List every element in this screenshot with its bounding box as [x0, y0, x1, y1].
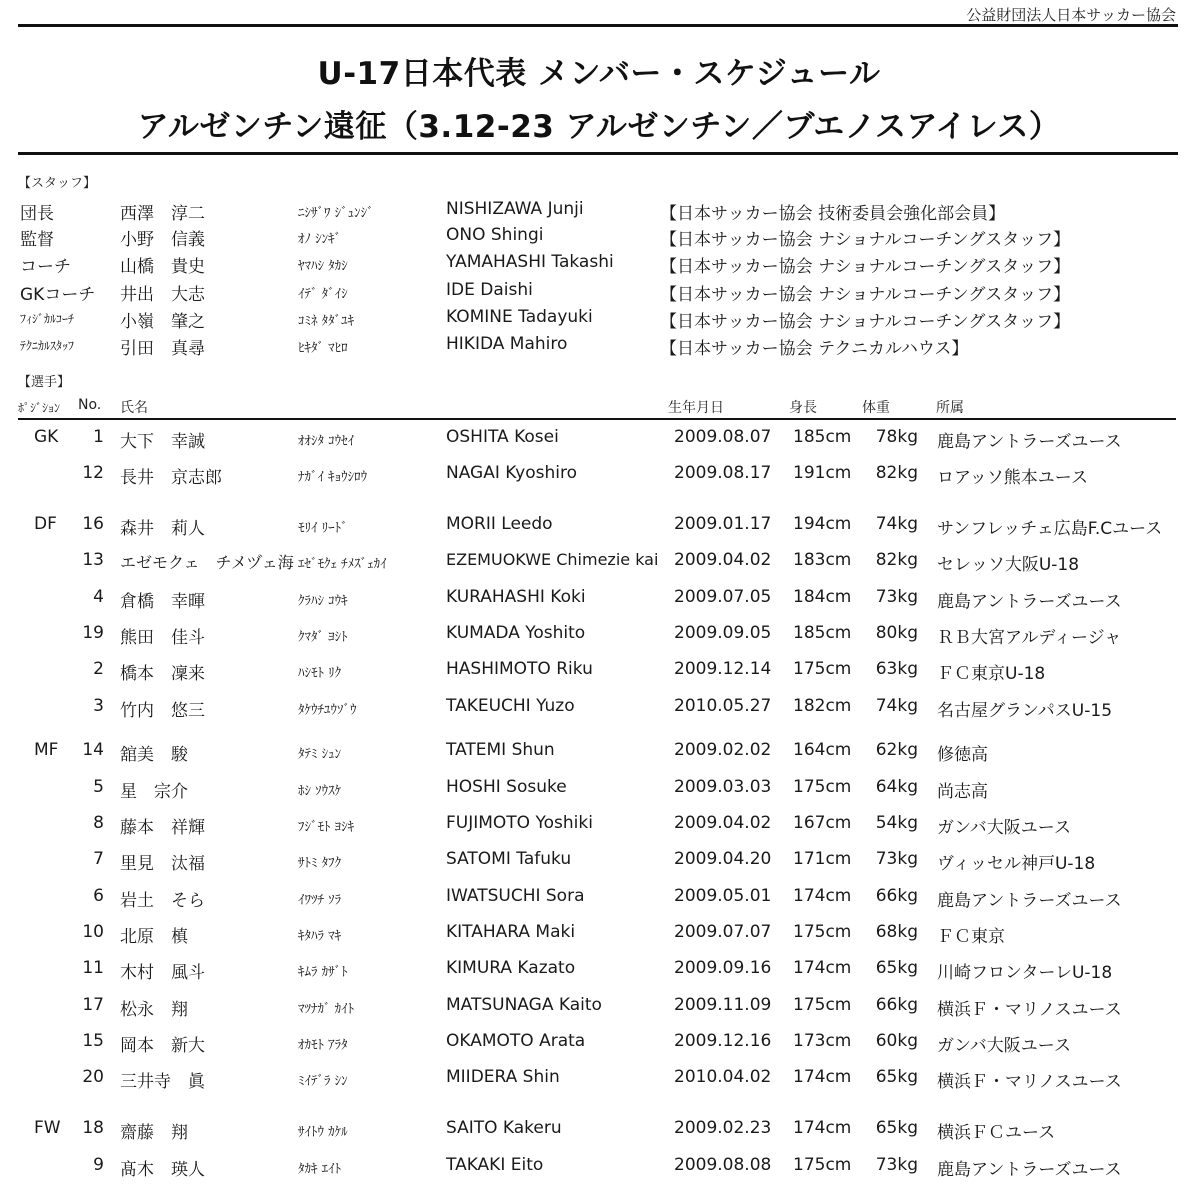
player-number: 15: [82, 1031, 104, 1051]
player-romaji: SAITO Kakeru: [446, 1118, 562, 1138]
player-romaji: HASHIMOTO Riku: [446, 659, 593, 679]
staff-row: [0, 334, 1198, 360]
staff-affiliation: 【日本サッカー協会 ナショナルコーチングスタッフ】: [660, 230, 1071, 250]
staff-romaji: IDE Daishi: [446, 280, 533, 300]
player-romaji: OSHITA Kosei: [446, 427, 559, 447]
player-dob: 2009.02.23: [674, 1118, 772, 1138]
player-dob: 2009.07.07: [674, 922, 772, 942]
player-romaji: MORII Leedo: [446, 514, 553, 534]
player-dob: 2010.05.27: [674, 696, 772, 716]
player-club: 川崎フロンターレU-18: [937, 963, 1113, 983]
player-club: 鹿島アントラーズユース: [937, 891, 1122, 911]
player-romaji: KIMURA Kazato: [446, 958, 576, 978]
player-number: 11: [82, 958, 104, 978]
column-header-number: No.: [78, 397, 102, 413]
column-header-name: 氏名: [120, 400, 148, 416]
player-club: ガンバ大阪ユース: [937, 818, 1071, 838]
player-club: ガンバ大阪ユース: [937, 1036, 1071, 1056]
player-kana: ｻﾄﾐ ﾀﾌｸ: [298, 856, 342, 871]
player-height: 194cm: [793, 514, 852, 534]
player-weight: 82kg: [875, 463, 918, 483]
column-header-dob: 生年月日: [668, 400, 724, 416]
player-number: 5: [93, 777, 104, 797]
player-height: 175cm: [793, 922, 852, 942]
player-dob: 2009.12.16: [674, 1031, 772, 1051]
player-club: 尚志高: [937, 782, 988, 802]
staff-name: 井出 大志: [120, 285, 205, 305]
player-romaji: KURAHASHI Koki: [446, 587, 586, 607]
player-name: 齋藤 翔: [120, 1123, 188, 1143]
player-club: 修徳高: [937, 745, 988, 765]
player-dob: 2009.08.17: [674, 463, 772, 483]
player-weight: 73kg: [875, 849, 918, 869]
staff-row: [0, 252, 1198, 278]
player-dob: 2009.07.05: [674, 587, 772, 607]
player-weight: 74kg: [875, 514, 918, 534]
player-club: ロアッソ熊本ユース: [937, 468, 1088, 488]
staff-romaji: HIKIDA Mahiro: [446, 334, 568, 354]
player-club: 横浜Ｆ・マリノスユース: [937, 1072, 1122, 1092]
player-name: エゼモクェ チメヅェ海: [120, 553, 294, 572]
table-row: [0, 587, 1198, 615]
staff-row: [0, 225, 1198, 251]
player-number: 7: [93, 849, 104, 869]
staff-kana: ｲﾃﾞ ﾀﾞｲｼ: [298, 287, 348, 302]
player-kana: ﾀｹｳﾁﾕｳｿﾞｳ: [298, 703, 357, 718]
top-rule: [18, 24, 1178, 27]
player-romaji: IWATSUCHI Sora: [446, 886, 585, 906]
staff-kana: ｺﾐﾈ ﾀﾀﾞﾕｷ: [298, 314, 355, 329]
table-row: [0, 514, 1198, 542]
player-height: 191cm: [793, 463, 852, 483]
column-header-rule: [18, 418, 1176, 420]
staff-name: 山橋 貴史: [120, 257, 205, 277]
player-name: 髙木 瑛人: [120, 1160, 205, 1180]
player-name: 星 宗介: [120, 782, 188, 802]
staff-romaji: KOMINE Tadayuki: [446, 307, 593, 327]
player-number: 4: [93, 587, 104, 607]
player-weight: 73kg: [875, 1155, 918, 1175]
table-row: [0, 849, 1198, 877]
player-romaji: TAKAKI Eito: [446, 1155, 544, 1175]
table-row: [0, 1067, 1198, 1095]
player-height: 173cm: [793, 1031, 852, 1051]
player-position: DF: [34, 514, 57, 534]
staff-affiliation: 【日本サッカー協会 技術委員会強化部会員】: [660, 204, 1006, 224]
player-kana: ｻｲﾄｳ ｶｹﾙ: [298, 1125, 348, 1140]
player-name: 倉橋 幸暉: [120, 592, 205, 612]
player-name: 木村 風斗: [120, 963, 205, 983]
player-height: 174cm: [793, 1118, 852, 1138]
table-row: [0, 623, 1198, 651]
player-position: MF: [34, 740, 59, 760]
player-romaji: FUJIMOTO Yoshiki: [446, 813, 593, 833]
staff-kana: ｵﾉ ｼﾝｷﾞ: [298, 232, 342, 247]
staff-row: [0, 280, 1198, 306]
player-kana: ﾀｶｷ ｴｲﾄ: [298, 1162, 342, 1177]
player-dob: 2009.12.14: [674, 659, 772, 679]
player-dob: 2009.04.02: [674, 813, 772, 833]
player-kana: ｵｵｼﾀ ｺｳｾｲ: [298, 434, 355, 449]
table-row: [0, 777, 1198, 805]
player-number: 16: [82, 514, 104, 534]
player-name: 橋本 凜来: [120, 664, 205, 684]
player-weight: 65kg: [875, 1067, 918, 1087]
player-romaji: TAKEUCHI Yuzo: [446, 696, 575, 716]
player-dob: 2009.09.16: [674, 958, 772, 978]
staff-name: 小嶺 肇之: [120, 312, 205, 332]
player-dob: 2009.01.17: [674, 514, 772, 534]
column-header-weight: 体重: [862, 400, 890, 416]
player-height: 175cm: [793, 1155, 852, 1175]
player-weight: 68kg: [875, 922, 918, 942]
player-dob: 2009.11.09: [674, 995, 772, 1015]
player-height: 167cm: [793, 813, 852, 833]
player-number: 10: [82, 922, 104, 942]
table-row: [0, 1155, 1198, 1183]
player-weight: 62kg: [875, 740, 918, 760]
player-height: 174cm: [793, 958, 852, 978]
player-height: 175cm: [793, 777, 852, 797]
page-title-line2: アルゼンチン遠征（3.12-23 アルゼンチン／ブエノスアイレス）: [137, 109, 1061, 145]
player-position: GK: [34, 427, 59, 447]
player-height: 175cm: [793, 995, 852, 1015]
player-romaji: EZEMUOKWE Chimezie kai: [446, 550, 659, 569]
player-kana: ﾎｼ ｿｳｽｹ: [298, 784, 342, 799]
player-name: 舘美 駿: [120, 745, 188, 765]
player-weight: 60kg: [875, 1031, 918, 1051]
column-header-position: ﾎﾟｼﾞｼｮﾝ: [18, 401, 61, 415]
player-romaji: MIIDERA Shin: [446, 1067, 560, 1087]
player-club: ＲＢ大宮アルディージャ: [937, 628, 1122, 648]
player-dob: 2009.03.03: [674, 777, 772, 797]
staff-name: 小野 信義: [120, 230, 205, 250]
staff-name: 西澤 淳二: [120, 204, 205, 224]
table-row: [0, 550, 1198, 578]
player-weight: 66kg: [875, 995, 918, 1015]
staff-role: 監督: [20, 230, 54, 250]
player-height: 183cm: [793, 550, 852, 570]
staff-role: ﾃｸﾆｶﾙｽﾀｯﾌ: [20, 339, 75, 353]
player-number: 12: [82, 463, 104, 483]
player-club: 横浜ＦＣユース: [937, 1123, 1056, 1143]
player-name: 森井 莉人: [120, 519, 205, 539]
player-kana: ｷﾀﾊﾗ ﾏｷ: [298, 929, 342, 944]
player-club: ヴィッセル神戸U-18: [937, 854, 1096, 874]
player-kana: ｴｾﾞﾓｸｪ ﾁﾒｽﾞｪｶｲ: [298, 557, 387, 572]
player-kana: ﾊｼﾓﾄ ﾘｸ: [298, 666, 342, 681]
player-romaji: MATSUNAGA Kaito: [446, 995, 602, 1015]
player-name: 竹内 悠三: [120, 701, 205, 721]
player-height: 185cm: [793, 427, 852, 447]
player-number: 3: [93, 696, 104, 716]
staff-affiliation: 【日本サッカー協会 ナショナルコーチングスタッフ】: [660, 285, 1071, 305]
table-row: [0, 463, 1198, 491]
player-club: セレッソ大阪U-18: [937, 555, 1080, 575]
player-name: 三井寺 眞: [120, 1072, 205, 1092]
player-weight: 65kg: [875, 958, 918, 978]
staff-role: GKコーチ: [20, 285, 96, 305]
player-name: 岩土 そら: [120, 891, 205, 911]
player-romaji: OKAMOTO Arata: [446, 1031, 586, 1051]
player-name: 藤本 祥輝: [120, 818, 205, 838]
staff-name: 引田 真尋: [120, 339, 205, 359]
title-rule: [18, 152, 1178, 155]
player-weight: 63kg: [875, 659, 918, 679]
staff-romaji: YAMAHASHI Takashi: [446, 252, 614, 272]
staff-affiliation: 【日本サッカー協会 ナショナルコーチングスタッフ】: [660, 312, 1071, 332]
player-dob: 2009.08.08: [674, 1155, 772, 1175]
organization-name: 公益財団法人日本サッカー協会: [966, 6, 1176, 24]
player-name: 熊田 佳斗: [120, 628, 205, 648]
player-kana: ﾌｼﾞﾓﾄ ﾖｼｷ: [298, 820, 355, 835]
staff-kana: ﾋｷﾀﾞ ﾏﾋﾛ: [298, 341, 348, 356]
player-number: 19: [82, 623, 104, 643]
player-height: 171cm: [793, 849, 852, 869]
table-row: [0, 886, 1198, 914]
staff-affiliation: 【日本サッカー協会 テクニカルハウス】: [660, 339, 969, 359]
staff-affiliation: 【日本サッカー協会 ナショナルコーチングスタッフ】: [660, 257, 1071, 277]
player-height: 175cm: [793, 659, 852, 679]
staff-row: [0, 199, 1198, 225]
player-kana: ﾏﾂﾅｶﾞ ｶｲﾄ: [298, 1002, 355, 1017]
staff-role: 団長: [20, 204, 54, 224]
player-kana: ﾓﾘｲ ﾘｰﾄﾞ: [298, 521, 348, 536]
player-club: 鹿島アントラーズユース: [937, 432, 1122, 452]
player-number: 20: [82, 1067, 104, 1087]
player-number: 1: [93, 427, 104, 447]
table-row: [0, 696, 1198, 724]
player-dob: 2009.09.05: [674, 623, 772, 643]
staff-romaji: NISHIZAWA Junji: [446, 199, 584, 219]
player-number: 6: [93, 886, 104, 906]
player-name: 岡本 新大: [120, 1036, 205, 1056]
player-kana: ｵｶﾓﾄ ｱﾗﾀ: [298, 1038, 348, 1053]
staff-romaji: ONO Shingi: [446, 225, 544, 245]
player-weight: 74kg: [875, 696, 918, 716]
player-name: 松永 翔: [120, 1000, 188, 1020]
player-weight: 54kg: [875, 813, 918, 833]
player-romaji: TATEMI Shun: [446, 740, 555, 760]
player-height: 184cm: [793, 587, 852, 607]
column-header-club: 所属: [936, 400, 964, 416]
player-romaji: SATOMI Tafuku: [446, 849, 572, 869]
player-dob: 2010.04.02: [674, 1067, 772, 1087]
player-height: 185cm: [793, 623, 852, 643]
table-row: [0, 958, 1198, 986]
player-height: 174cm: [793, 1067, 852, 1087]
player-weight: 65kg: [875, 1118, 918, 1138]
player-name: 長井 京志郎: [120, 468, 222, 488]
player-kana: ﾐｲﾃﾞﾗ ｼﾝ: [298, 1074, 348, 1089]
player-kana: ﾀﾃﾐ ｼｭﾝ: [298, 747, 342, 762]
player-weight: 78kg: [875, 427, 918, 447]
player-kana: ｲﾜﾂﾁ ｿﾗ: [298, 893, 342, 908]
player-romaji: KUMADA Yoshito: [446, 623, 586, 643]
player-weight: 64kg: [875, 777, 918, 797]
player-number: 14: [82, 740, 104, 760]
player-height: 164cm: [793, 740, 852, 760]
player-romaji: NAGAI Kyoshiro: [446, 463, 578, 483]
player-dob: 2009.02.02: [674, 740, 772, 760]
table-row: [0, 995, 1198, 1023]
staff-section-label: 【スタッフ】: [18, 176, 97, 191]
table-row: [0, 1118, 1198, 1146]
staff-role: ﾌｨｼﾞｶﾙｺｰﾁ: [20, 312, 75, 326]
player-number: 17: [82, 995, 104, 1015]
player-weight: 82kg: [875, 550, 918, 570]
player-dob: 2009.04.20: [674, 849, 772, 869]
player-weight: 73kg: [875, 587, 918, 607]
player-club: ＦＣ東京U-18: [937, 664, 1046, 684]
table-row: [0, 427, 1198, 455]
player-weight: 80kg: [875, 623, 918, 643]
player-number: 18: [82, 1118, 104, 1138]
player-name: 北原 槙: [120, 927, 188, 947]
player-dob: 2009.08.07: [674, 427, 772, 447]
players-section-label: 【選手】: [18, 375, 71, 390]
player-height: 174cm: [793, 886, 852, 906]
player-dob: 2009.04.02: [674, 550, 772, 570]
player-romaji: HOSHI Sosuke: [446, 777, 567, 797]
player-kana: ｸﾗﾊｼ ｺｳｷ: [298, 594, 348, 609]
player-club: ＦＣ東京: [937, 927, 1005, 947]
player-number: 8: [93, 813, 104, 833]
table-row: [0, 740, 1198, 768]
table-row: [0, 659, 1198, 687]
staff-role: コーチ: [20, 257, 71, 277]
player-kana: ﾅｶﾞｲ ｷｮｳｼﾛｳ: [298, 470, 368, 485]
player-number: 2: [93, 659, 104, 679]
staff-kana: ﾆｼｻﾞﾜ ｼﾞｭﾝｼﾞ: [298, 206, 374, 221]
player-club: 名古屋グランパスU-15: [937, 701, 1113, 721]
player-number: 13: [82, 550, 104, 570]
staff-kana: ﾔﾏﾊｼ ﾀｶｼ: [298, 259, 348, 274]
column-header-height: 身長: [789, 400, 817, 416]
player-club: 鹿島アントラーズユース: [937, 1160, 1122, 1180]
player-name: 大下 幸誠: [120, 432, 205, 452]
player-height: 182cm: [793, 696, 852, 716]
table-row: [0, 1031, 1198, 1059]
player-club: 横浜Ｆ・マリノスユース: [937, 1000, 1122, 1020]
player-weight: 66kg: [875, 886, 918, 906]
player-number: 9: [93, 1155, 104, 1175]
staff-row: [0, 307, 1198, 333]
table-row: [0, 922, 1198, 950]
player-kana: ｸﾏﾀﾞ ﾖｼﾄ: [298, 630, 348, 645]
player-romaji: KITAHARA Maki: [446, 922, 576, 942]
player-club: 鹿島アントラーズユース: [937, 592, 1122, 612]
player-kana: ｷﾑﾗ ｶｻﾞﾄ: [298, 965, 348, 980]
player-name: 里見 汰福: [120, 854, 205, 874]
table-row: [0, 813, 1198, 841]
player-position: FW: [34, 1118, 61, 1138]
page-title-line1: U-17日本代表 メンバー・スケジュール: [317, 56, 881, 92]
player-dob: 2009.05.01: [674, 886, 772, 906]
player-club: サンフレッチェ広島F.Cユース: [937, 519, 1163, 539]
